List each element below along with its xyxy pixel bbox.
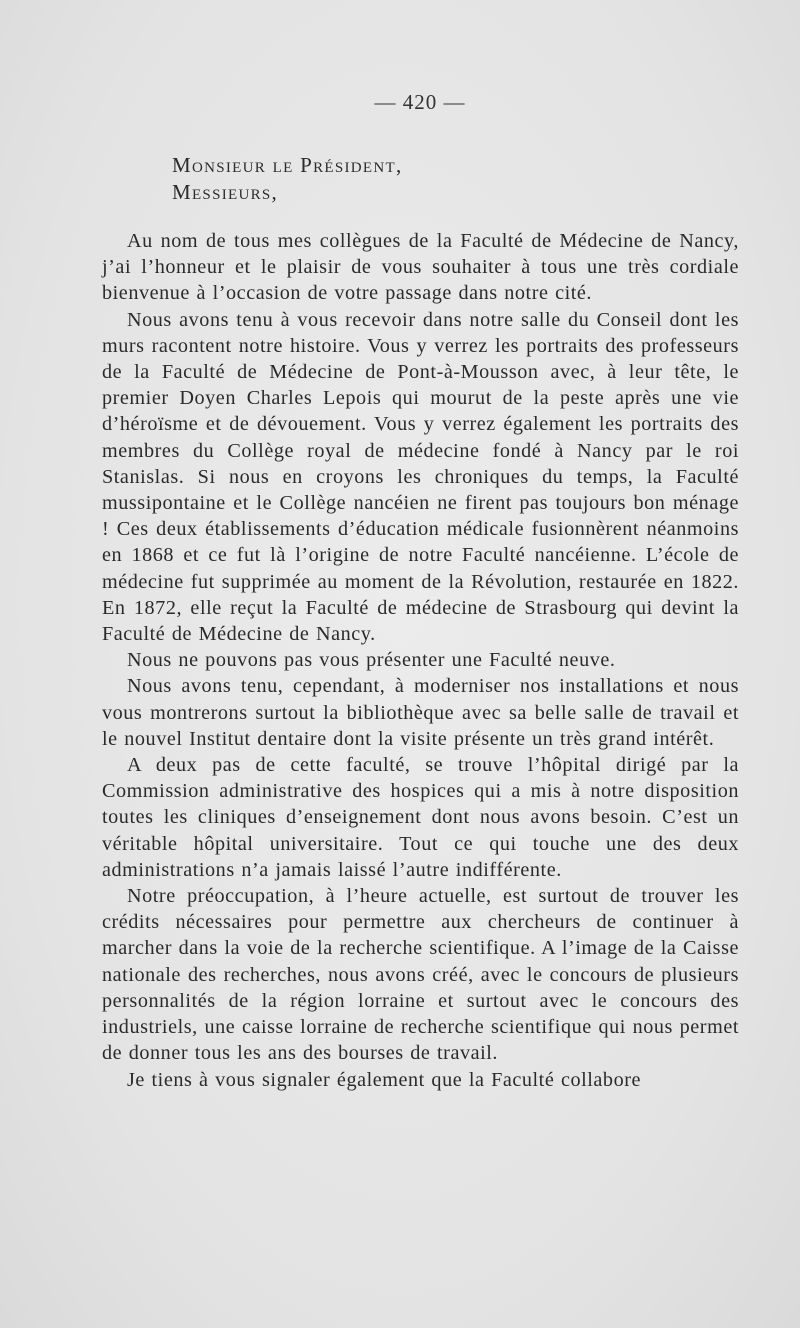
salutation-line-messieurs: Messieurs, (172, 180, 279, 204)
paragraph-history: Nous avons tenu à vous recevoir dans notre salle du Conseil dont les murs racontent notre histoire. Vous y verrez les portraits des professeurs de la Faculté de Médecine de Pont-à-Mousson avec, à leur tête, le premier Doyen Charles Lepois qui mourut de la peste après une vie d’héroïsme et de dévouement. Vous y verrez également les portraits des membres du Collège royal de médecine fondé à Nancy par le roi Stanislas. Si nous en croyons les chroniques du temps, la Faculté mussipontaine et le Collège nancéien ne firent pas toujours bon ménage ! Ces deux établissements d’éducation médicale fusionnèrent néanmoins en 1868 et ce fut là l’origine de notre Faculté nancéienne. L’école de médecine fut supprimée au moment de la Révolution, restaurée en 1822. En 1872, elle reçut la Faculté de médecine de Strasbourg qui devint la Faculté de Médecine de Nancy. (102, 308, 739, 646)
paragraph-welcome: Au nom de tous mes collègues de la Faculté de Médecine de Nancy, j’ai l’honneur et le plaisir de vous souhaiter à tous une très cordiale bienvenue à l’occasion de votre passage dans notre cité. (102, 230, 739, 305)
paragraph-research-funding: Notre préoccupation, à l’heure actuelle, est surtout de trouver les crédits nécessaires pour permettre aux chercheurs de continuer à marcher dans la voie de la recherche scientifique. A l’image de la Caisse nationale des recherches, nous avons créé, avec le concours de plusieurs personnalités de la région lorraine et surtout avec le concours des industriels, une caisse lorraine de recherche scientifique qui nous permet de donner tous les ans des bourses de travail. (102, 885, 739, 1065)
page-number: — 420 — (374, 90, 466, 114)
speech-body (102, 228, 739, 1093)
paragraph-hospital: A deux pas de cette faculté, se trouve l’hôpital dirigé par la Commission administrative des hospices qui a mis à notre disposition toutes les cliniques d’enseignement dont nous avons besoin. C’est un véritable hôpital universitaire. Tout ce qui touche une des deux administrations n’a jamais laissé l’autre indifférente. (102, 754, 739, 881)
paragraph-not-new: Nous ne pouvons pas vous présenter une Faculté neuve. (127, 649, 616, 672)
paragraph-collaboration: Je tiens à vous signaler également que la Faculté collabore (127, 1068, 642, 1091)
paragraph-installations: Nous avons tenu, cependant, à moderniser nos installations et nous vous montrerons surtout la bibliothèque avec sa belle salle de travail et le nouvel Institut dentaire dont la visite présente un très grand intérêt. (102, 675, 739, 750)
salutation-line-president: Monsieur le Président, (172, 153, 403, 177)
